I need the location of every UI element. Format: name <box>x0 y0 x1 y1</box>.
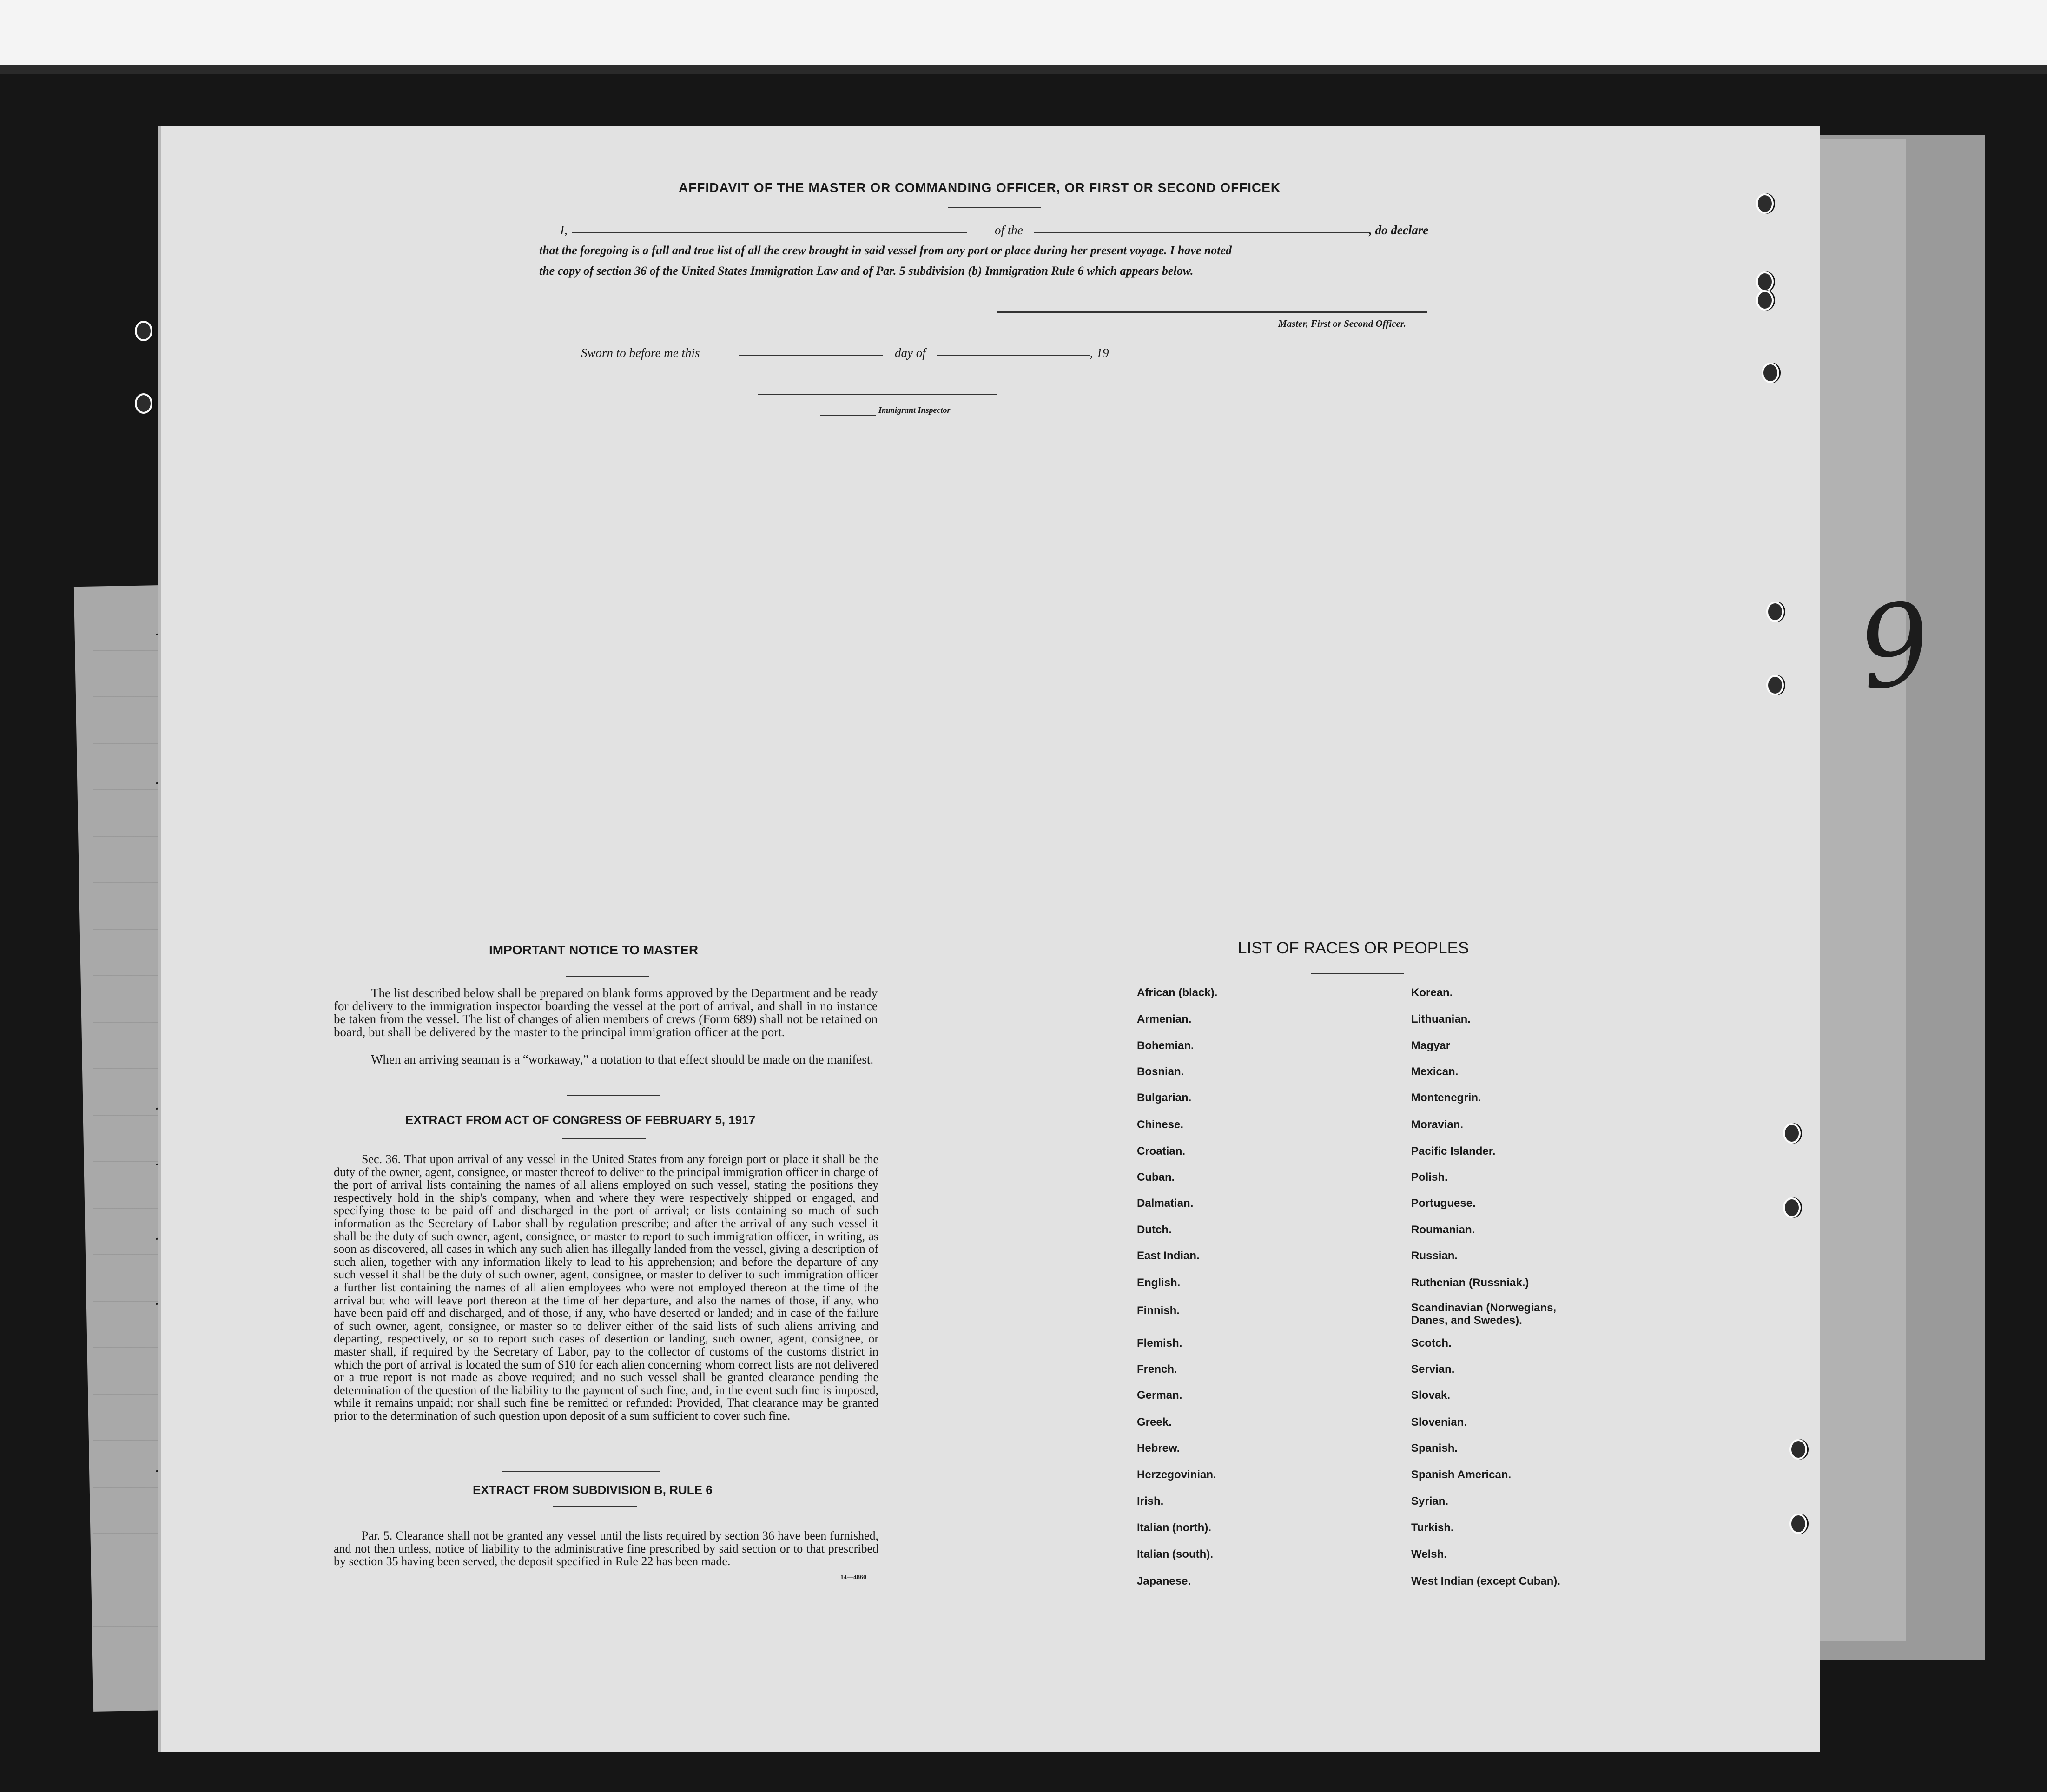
binder-hole <box>1756 193 1774 214</box>
race-entry: Scandinavian (Norwegians, Danes, and Swedes). <box>1411 1302 1557 1327</box>
binder-hole <box>1789 1514 1807 1534</box>
binder-hole <box>1766 675 1784 695</box>
race-entry: Cuban. <box>1137 1171 1175 1184</box>
sworn-day-line[interactable] <box>739 355 883 356</box>
race-entry: Pacific Islander. <box>1411 1145 1496 1157</box>
rule-heading: EXTRACT FROM SUBDIVISION B, RULE 6 <box>473 1483 713 1497</box>
race-entry: Bulgarian. <box>1137 1091 1192 1104</box>
act-section-36-text: Sec. 36. That upon arrival of any vessel in the United States from any foreign port or place it shall be the duty of the owner, agent, consignee, or master thereof to deliver to the principal immigration officer in charge of the port of arrival lists containing the names of all aliens employed on such vessel, stating the positions they respectively hold in the ship's company, when and where they were respectively shipped or engaged, and specifying those to be paid off and discharged in the port of arrival; or lists containing so much of such information as the Secretary of Labor shall by regulation prescribe; and after the arrival of any such vessel it shall be the duty of such owner, agent, consignee, or master to report to such immigration officer, in writing, as soon as discovered, all cases in which any such alien has illegally landed from the vessel, giving a description of such alien, together with any information likely to lead to his apprehension; and before the departure of any such vessel it shall be the duty of such owner, agent, consignee, or master to deliver to such immigration officer a further list containing the names of all alien employees who were not employed thereon at the time of the arrival but who will leave port thereon at the time of her departure, and also the names of those, if any, who have been paid off and discharged, and of those, if any, who have deserted or landed; and in case of the failure of such owner, agent, consignee, or master so to deliver either of the said lists of such aliens arriving and departing, respectively, or so to report such cases of desertion or landing, such owner, agent, consignee, or master shall, if required by the Secretary of Labor, pay to the collector of customs of the customs district in which the port of arrival is located the sum of $10 for each alien concerning whom correct lists are not delivered or a true report is not made as above required; and no such vessel shall be granted clearance pending the determination of the question of the liability to the payment of such fine, and, in the event such fine is imposed, while it remains unpaid; nor shall such fine be remitted or refunded: Provided, That clearance may be granted prior to the determination of such question upon deposit of a sum sufficient to cover such fine. <box>334 1152 878 1422</box>
underlying-sheet-right-inner <box>1813 139 1906 1641</box>
race-entry: Chinese. <box>1137 1118 1184 1131</box>
race-entry: Turkish. <box>1411 1521 1454 1534</box>
binder-hole <box>1789 1439 1807 1460</box>
race-entry: Moravian. <box>1411 1118 1464 1131</box>
race-entry: Japanese. <box>1137 1575 1191 1587</box>
races-heading: LIST OF RACES OR PEOPLES <box>1238 939 1469 957</box>
scanner-edge <box>0 65 2047 74</box>
race-entry: Finnish. <box>1137 1304 1180 1317</box>
race-entry: Dutch. <box>1137 1223 1172 1236</box>
notice-paragraph-2: When an arriving seaman is a “workaway,” a notation to that effect should be made on the manifest. <box>371 1052 874 1066</box>
race-entry: Croatian. <box>1137 1145 1186 1157</box>
vessel-label: of the <box>995 223 1023 237</box>
affidavit-line-1: that the foregoing is a full and true list of all the crew brought in said vessel from any port or place during her present voyage. I have noted <box>539 244 1232 257</box>
race-entry: Bosnian. <box>1137 1065 1184 1078</box>
year-label: , 19 <box>1090 346 1109 360</box>
heading-rule <box>553 1506 637 1507</box>
rule-paragraph-5: Par. 5. Clearance shall not be granted any vessel until the lists required by section 36 have been furnished, and not then unless, notice of liability to the administrative fine prescribed by said section or to that prescribed by section 35 having been served, the deposit specified in Rule 22 has been made. <box>334 1529 878 1568</box>
heading-rule <box>566 976 649 977</box>
race-entry: Korean. <box>1411 986 1453 999</box>
section-rule <box>567 1095 660 1096</box>
sworn-label: Sworn to before me this <box>581 346 700 360</box>
race-entry: Montenegrin. <box>1411 1091 1481 1104</box>
act-heading: EXTRACT FROM ACT OF CONGRESS OF FEBRUARY 5, 1917 <box>405 1113 756 1127</box>
manifest-page <box>158 126 1820 1752</box>
race-entry: English. <box>1137 1276 1181 1289</box>
day-of-label: day of <box>895 346 926 360</box>
binder-hole <box>1756 290 1774 311</box>
notice-paragraph-1: The list described below shall be prepared on blank forms approved by the Department and be ready for delivery to the immigration inspector boarding the vessel at the port of arrival, and shall in no instance be taken from the vessel. The list of changes of alien members of crews (Form 689) shall not be retained on board, but shall be delivered by the master to the principal immigration officer at the port. <box>334 986 878 1039</box>
sworn-month-line[interactable] <box>937 355 1090 356</box>
race-entry: Greek. <box>1137 1416 1172 1428</box>
binder-hole <box>1762 363 1779 383</box>
master-signature-line[interactable] <box>997 311 1427 313</box>
race-entry: Portuguese. <box>1411 1197 1476 1210</box>
race-entry: Flemish. <box>1137 1337 1182 1349</box>
binder-hole <box>135 393 152 414</box>
form-number: 14—4860 <box>840 1574 866 1581</box>
affidavit-heading: AFFIDAVIT OF THE MASTER OR COMMANDING OFFICER, OR FIRST OR SECOND OFFICEK <box>679 180 1281 195</box>
affiant-name-line[interactable] <box>572 232 967 233</box>
race-entry: Dalmatian. <box>1137 1197 1194 1210</box>
binder-hole <box>1783 1123 1801 1144</box>
race-entry: Lithuanian. <box>1411 1013 1471 1025</box>
race-entry: Italian (south). <box>1137 1548 1213 1561</box>
binder-hole <box>1756 271 1774 292</box>
race-entry: Mexican. <box>1411 1065 1459 1078</box>
inspector-prefix-line <box>820 415 876 416</box>
race-entry: Slovenian. <box>1411 1416 1467 1428</box>
race-entry: Roumanian. <box>1411 1223 1475 1236</box>
race-entry: Welsh. <box>1411 1548 1447 1561</box>
race-entry: Armenian. <box>1137 1013 1192 1025</box>
handwritten-page-number: 9 <box>1850 576 1939 716</box>
race-entry: Syrian. <box>1411 1495 1449 1508</box>
race-entry: Polish. <box>1411 1171 1448 1184</box>
race-entry: African (black). <box>1137 986 1218 999</box>
notice-heading: IMPORTANT NOTICE TO MASTER <box>489 943 699 957</box>
inspector-signature-line[interactable] <box>758 394 997 395</box>
declare-label: , do declare <box>1369 223 1429 237</box>
heading-rule <box>948 207 1041 208</box>
race-entry: Servian. <box>1411 1363 1455 1375</box>
section-rule <box>502 1471 660 1472</box>
race-entry: Ruthenian (Russniak.) <box>1411 1276 1529 1289</box>
race-entry: French. <box>1137 1363 1177 1375</box>
race-entry: Slovak. <box>1411 1389 1451 1402</box>
master-signature-label: Master, First or Second Officer. <box>1278 318 1406 329</box>
race-entry: Magyar <box>1411 1039 1451 1052</box>
race-entry: Hebrew. <box>1137 1442 1180 1455</box>
race-entry: Irish. <box>1137 1495 1164 1508</box>
vessel-name-line[interactable] <box>1034 232 1369 233</box>
binder-hole <box>1766 602 1784 622</box>
race-entry: Herzegovinian. <box>1137 1468 1216 1481</box>
binder-hole <box>135 321 152 341</box>
race-entry: Scotch. <box>1411 1337 1452 1349</box>
heading-rule <box>1311 973 1404 974</box>
affidavit-line-2: the copy of section 36 of the United States Immigration Law and of Par. 5 subdivision (b) Immigration Rule 6 which appears below. <box>539 264 1194 278</box>
race-entry: Bohemian. <box>1137 1039 1194 1052</box>
race-entry: West Indian (except Cuban). <box>1411 1575 1560 1587</box>
race-entry: Italian (north). <box>1137 1521 1211 1534</box>
heading-rule <box>562 1138 646 1139</box>
race-entry: Russian. <box>1411 1250 1458 1262</box>
binder-hole <box>1783 1197 1801 1218</box>
inspector-label: Immigrant Inspector <box>878 405 951 415</box>
race-entry: German. <box>1137 1389 1182 1402</box>
affiant-label: I, <box>560 223 568 237</box>
race-entry: Spanish. <box>1411 1442 1458 1455</box>
scanner-top-strip <box>0 0 2047 65</box>
race-entry: East Indian. <box>1137 1250 1200 1262</box>
race-entry: Spanish American. <box>1411 1468 1512 1481</box>
